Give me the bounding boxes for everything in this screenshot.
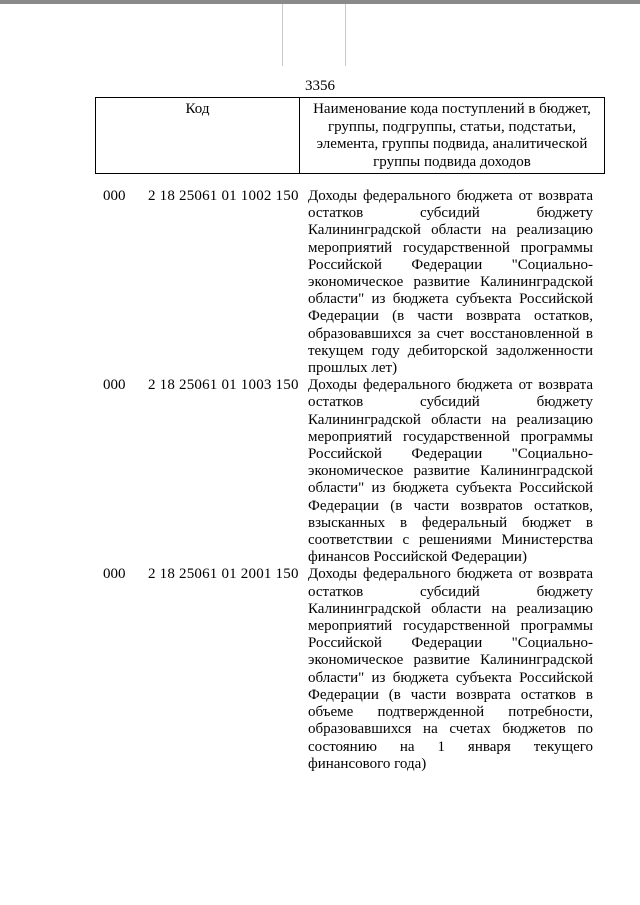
income-description: Доходы федерального бюджета от возврата остатков субсидий бюджету Калининградской области на реализацию мероприятий государственной программы Российской Федерации "Социально-экономическое развитие Калининградской области" из бюджета субъекта Российской Федерации (в части возврата остатков, образовавшихся за счет восстановленной в текущем году дебиторской задолженности прошлых лет) [308,188,593,377]
income-description: Доходы федерального бюджета от возврата остатков субсидий бюджету Калининградской области на реализацию мероприятий государственной программы Российской Федерации "Социально-экономическое развитие Калининградской области" из бюджета субъекта Российской Федерации (в части возврата остатков в объеме подтвержденной потребности, образовавшихся на счетах бюджетов по состоянию на 1 января текущего финансового года) [308,566,593,772]
header-code-cell: Код [96,98,300,174]
admin-code: 000 [103,188,126,204]
income-code: 2 18 25061 01 1002 150 [148,188,299,204]
income-code: 2 18 25061 01 2001 150 [148,566,299,583]
scan-artifact-line [345,4,346,66]
table-row [103,377,603,566]
page-number: 3356 [305,78,335,94]
table-row [103,188,603,377]
income-description: Доходы федерального бюджета от возврата остатков субсидий бюджету Калининградской области на реализацию мероприятий государственной программы Российской Федерации "Социально-экономическое развитие Калининградской области" из бюджета субъекта Российской Федерации (в части возвратов остатков, взысканных в федеральный бюджет в соответствии с решениями Министерства финансов Российской Федерации) [308,377,593,566]
header-table [95,97,605,174]
income-code: 2 18 25061 01 1003 150 [148,377,299,394]
admin-code: 000 [103,566,126,583]
scan-artifact-line [282,4,283,66]
scan-top-edge [0,0,640,4]
header-name-cell: Наименование кода поступлений в бюджет, группы, подгруппы, статьи, подстатьи, элемента, группы подвида, аналитической группы подвида доходов [300,98,605,174]
table-row [103,566,603,772]
code-rows [103,188,603,773]
admin-code: 000 [103,377,126,394]
